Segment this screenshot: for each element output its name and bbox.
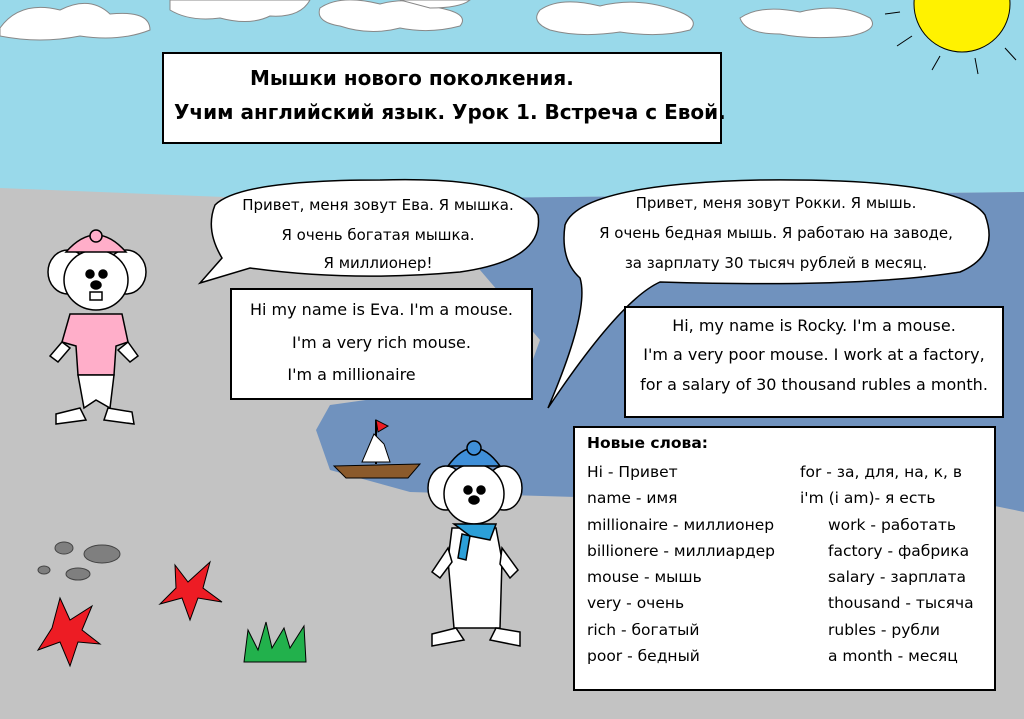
lesson-title-line1: Мышки нового поколкения. [250,66,574,90]
vocab-item: a month - месяц [828,647,958,666]
vocab-item: millionaire - миллионер [587,515,775,534]
vocab-item: name - имя [587,489,678,508]
eva-english-line1: Hi my name is Eva. I'm a mouse. [249,300,514,319]
vocab-item: for - за, для, на, к, в [800,463,962,481]
rocky-english-line3: for a salary of 30 thousand rubles a month. [640,375,988,394]
eva-bubble-line3: Я миллионер! [323,254,433,272]
rocky-english-box [624,306,1004,418]
vocab-item: Hi - Привет [587,463,678,481]
vocab-item: salary - зарплата [828,568,967,587]
rocky-english-line1: Hi, my name is Rocky. I'm a mouse. [672,316,956,335]
vocabulary-heading: Новые слова: [587,434,709,452]
rocky-bubble-line2: Я очень бедная мышь. Я работаю на заводе, [599,224,953,242]
vocab-item: factory - фабрика [828,541,970,560]
vocab-item: thousand - тысяча [828,594,974,613]
vocab-item: mouse - мышь [587,568,702,587]
eva-english-box [230,288,533,400]
vocabulary-box [573,426,996,691]
rocky-bubble-line1: Привет, меня зовут Рокки. Я мышь. [635,194,917,212]
eva-bubble-line2: Я очень богатая мышка. [281,226,475,244]
eva-bubble-line1: Привет, меня зовут Ева. Я мышка. [242,196,514,214]
lesson-title-box [162,52,726,144]
vocab-item: rubles - рубли [828,620,940,639]
eva-english-line2: I'm a very rich mouse. [292,333,471,352]
rocky-english-line2: I'm a very poor mouse. I work at a factory, [643,345,985,364]
vocab-item: billionere - миллиардер [587,541,776,560]
vocab-item: very - очень [587,594,685,613]
lesson-title-line2: Учим английский язык. Урок 1. Встреча с Евой. [174,100,726,124]
rocky-bubble-line3: за зарплату 30 тысяч рублей в месяц. [624,254,928,272]
vocab-item: poor - бедный [587,647,700,666]
vocab-item: i'm (i am)- я есть [800,489,936,508]
vocabulary-right-column [575,459,998,669]
vocab-item: rich - богатый [587,620,700,639]
eva-english-line3: I'm a millionaire [287,365,416,384]
vocab-item: work - работать [828,515,957,534]
